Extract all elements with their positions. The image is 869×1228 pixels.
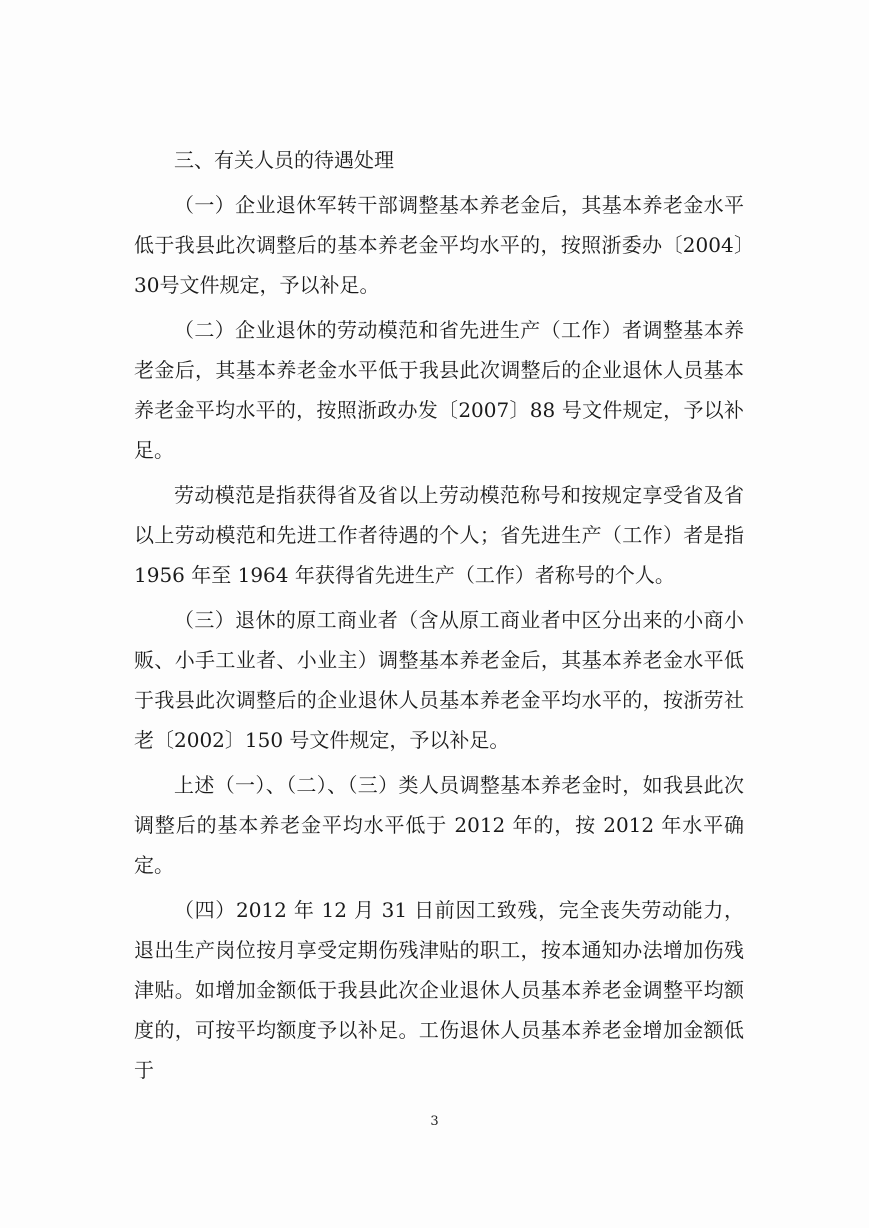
paragraph-2: （二）企业退休的劳动模范和省先进生产（工作）者调整基本养老金后，其基本养老金水平低于我县此次调整后的企业退休人员基本养老金平均水平的，按照浙政办发〔2007〕88 号文件规定，予以补足。 [134, 318, 744, 462]
paragraph-3: 劳动模范是指获得省及省以上劳动模范称号和按规定享受省及省以上劳动模范和先进工作者待遇的个人；省先进生产（工作）者是指 1956 年至 1964 年获得省先进生产（工作）者称号的个人。 [134, 483, 744, 587]
paragraph-5: 上述（一）、（二）、（三）类人员调整基本养老金时，如我县此次调整后的基本养老金平均水平低于 2012 年的，按 2012 年水平确定。 [134, 773, 744, 877]
paragraph-6: （四）2012 年 12 月 31 日前因工致残，完全丧失劳动能力，退出生产岗位按月享受定期伤残津贴的职工，按本通知办法增加伤残津贴。如增加金额低于我县此次企业退休人员基本养老金调整平均额度的，可按平均额度予以补足。工伤退休人员基本养老金增加金额低于 [134, 898, 744, 1082]
section-heading: 三、有关人员的待遇处理 [174, 148, 394, 172]
paragraph-4: （三）退休的原工商业者（含从原工商业者中区分出来的小商小贩、小手工业者、小业主）调整基本养老金后，其基本养老金水平低于我县此次调整后的企业退休人员基本养老金平均水平的，按浙劳社老〔2002〕150 号文件规定，予以补足。 [134, 608, 744, 752]
paragraph-1: （一）企业退休军转干部调整基本养老金后，其基本养老金水平低于我县此次调整后的基本养老金平均水平的，按照浙委办〔2004〕30号文件规定，予以补足。 [134, 193, 744, 297]
document-body [134, 140, 744, 1090]
page-number: 3 [430, 1114, 439, 1129]
